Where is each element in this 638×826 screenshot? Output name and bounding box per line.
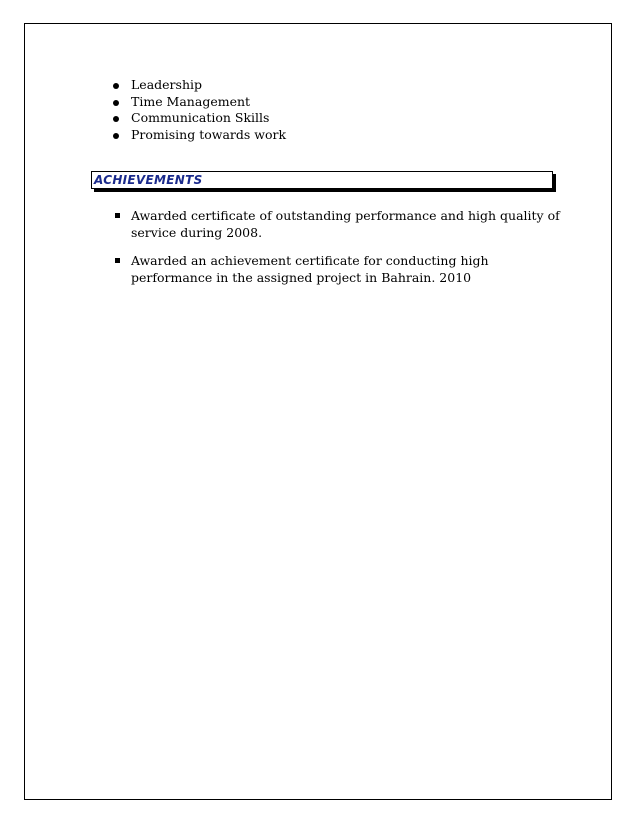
- skill-label: Communication Skills: [131, 110, 270, 125]
- achievement-text: Awarded certificate of outstanding performance and high quality of service during 2008.: [131, 208, 560, 240]
- skill-label: Promising towards work: [131, 126, 287, 142]
- resume-page: [24, 23, 612, 800]
- skill-label: Leadership: [131, 77, 202, 92]
- list-item: [113, 127, 286, 144]
- achievement-text: Awarded an achievement certificate for conducting high performance in the assigned project in Bahrain. 2010: [131, 253, 489, 285]
- list-item: [113, 110, 286, 127]
- skills-list: [113, 77, 286, 143]
- list-item: [113, 208, 563, 241]
- bullet-icon: [113, 133, 119, 139]
- section-title: ACHIEVEMENTS: [94, 173, 203, 187]
- list-item: [113, 253, 563, 286]
- list-item: [113, 94, 286, 111]
- list-item: [113, 77, 286, 94]
- bullet-icon: [113, 83, 119, 89]
- square-bullet-icon: [115, 258, 120, 263]
- bullet-icon: [113, 100, 119, 106]
- skill-label: Time Management: [131, 93, 251, 109]
- achievements-list: [113, 208, 563, 298]
- achievements-section-header: [91, 171, 553, 189]
- bullet-icon: [113, 116, 119, 122]
- square-bullet-icon: [115, 213, 120, 218]
